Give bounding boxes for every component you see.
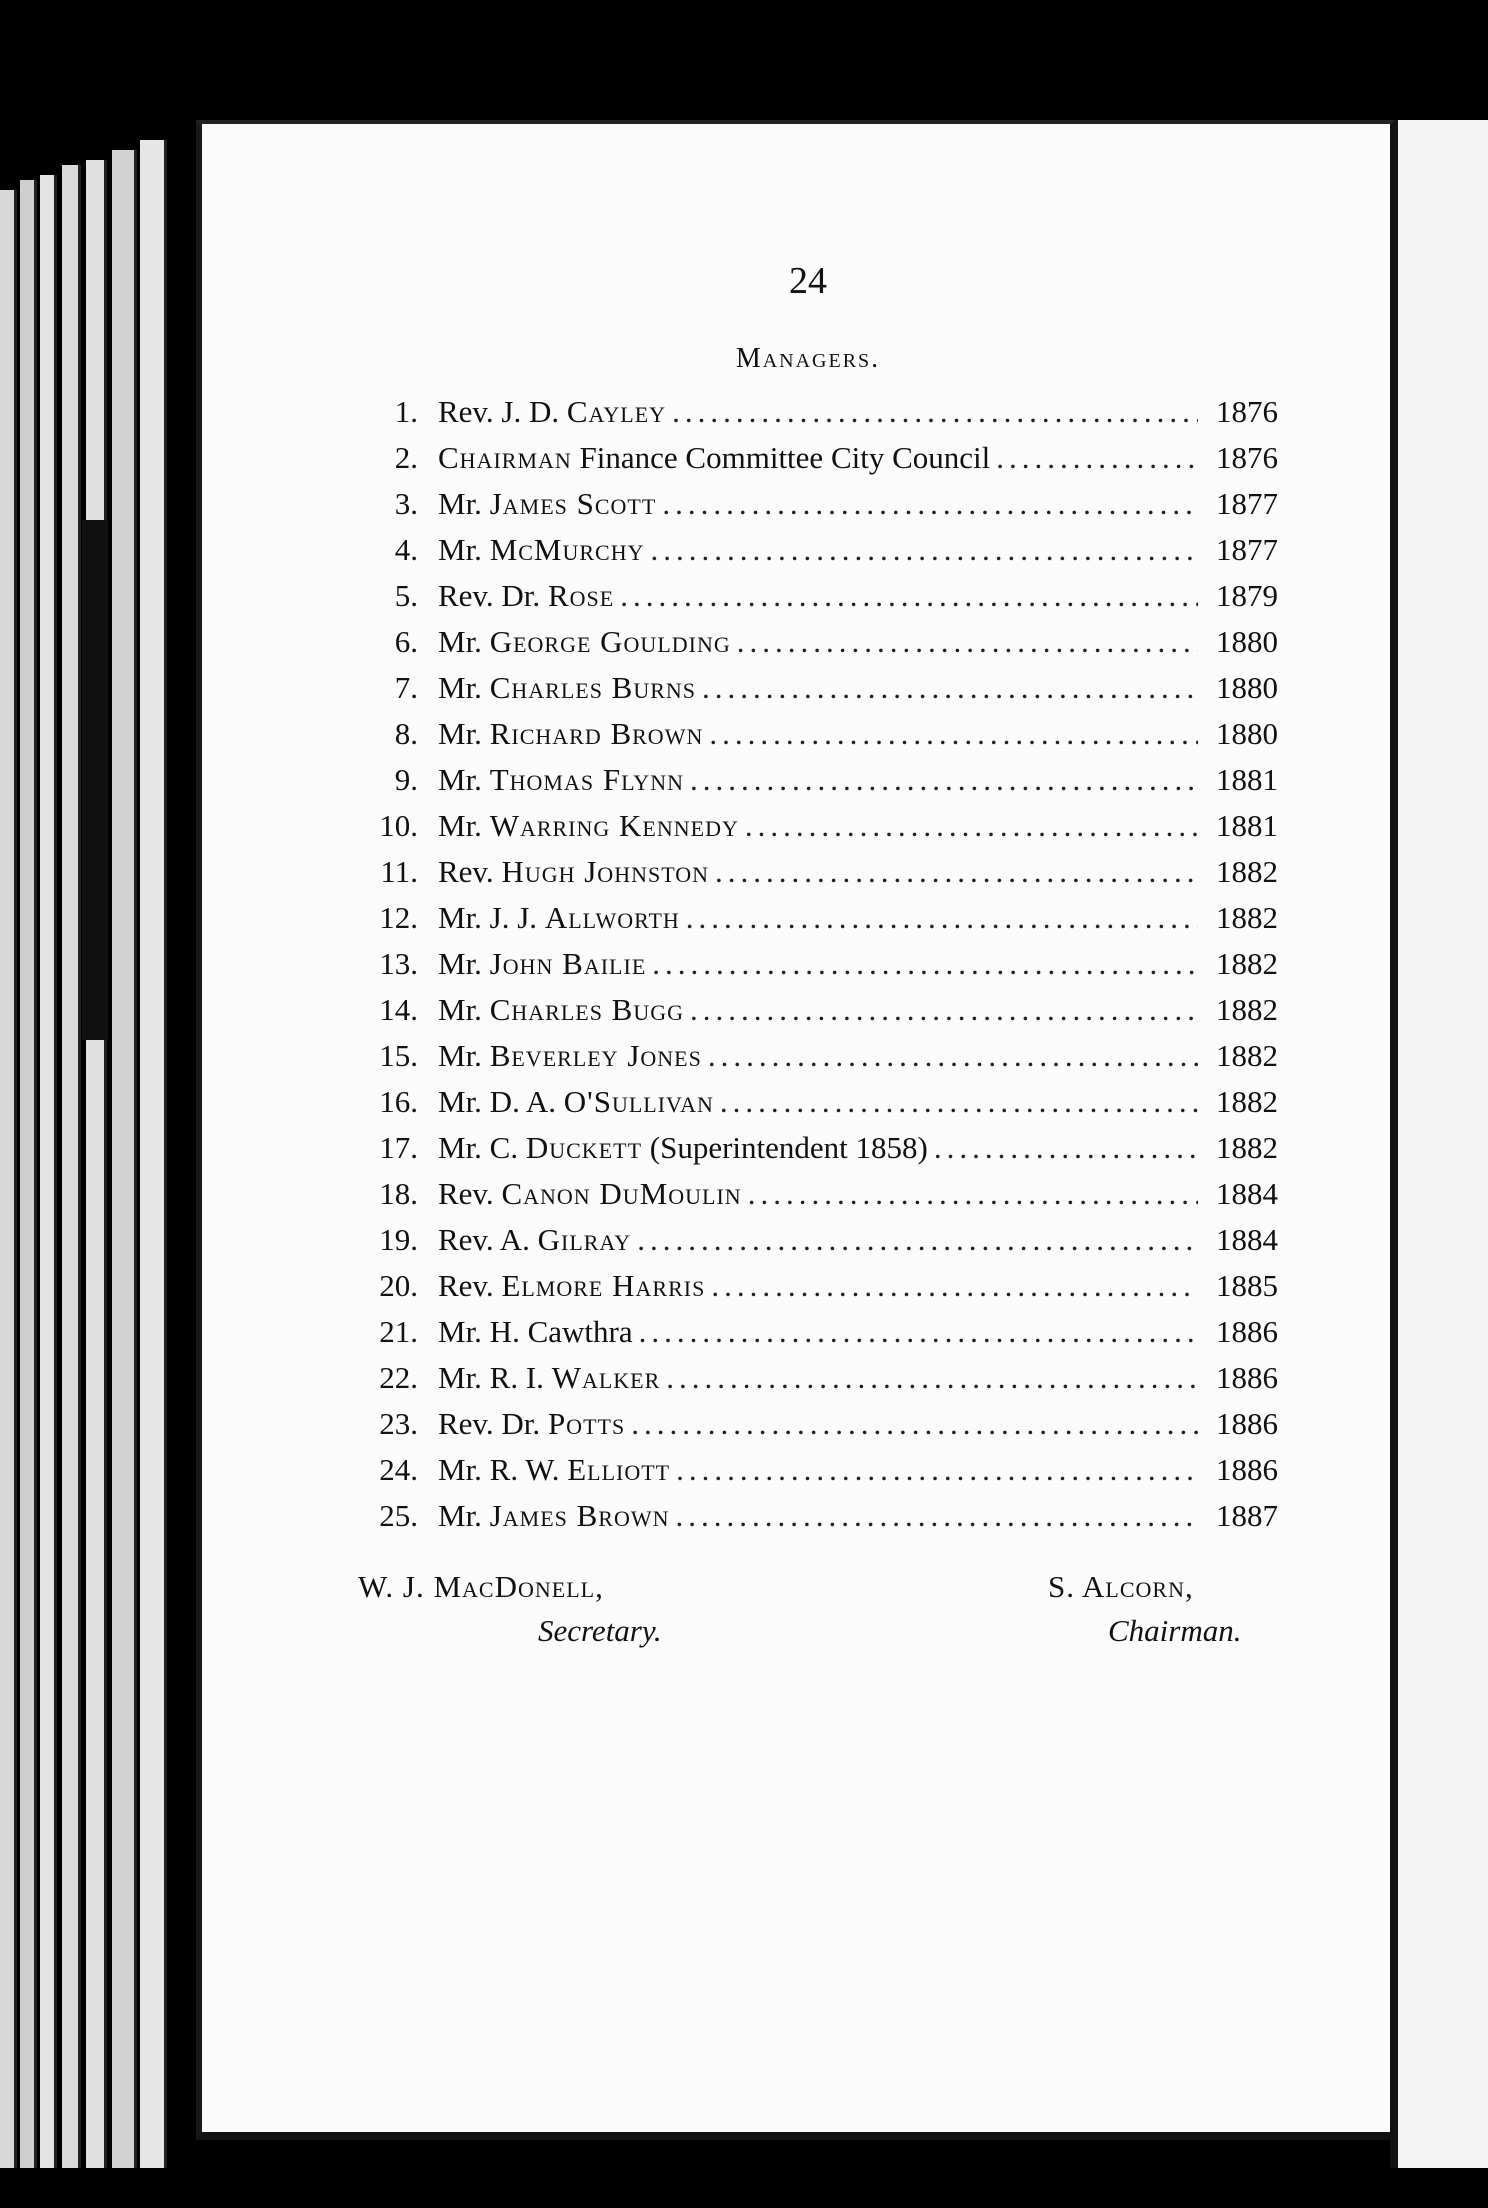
manager-row (358, 1355, 1278, 1401)
dot-leader (731, 619, 1198, 665)
manager-number: 20. (379, 1268, 418, 1303)
binding-shadow (82, 520, 108, 1040)
manager-year: 1887 (1216, 1498, 1278, 1533)
manager-title: Mr. C. (438, 1130, 526, 1165)
manager-name (438, 481, 656, 527)
manager-number: 9. (394, 762, 418, 797)
manager-title: Mr. (438, 992, 490, 1027)
manager-name (438, 1171, 742, 1217)
dot-leader (739, 803, 1198, 849)
manager-year: 1882 (1216, 854, 1278, 889)
manager-title: Mr. (438, 670, 490, 705)
manager-year: 1884 (1216, 1176, 1278, 1211)
secretary-name: W. J. MacDonell, (358, 1569, 604, 1604)
manager-number: 15. (379, 1038, 418, 1073)
manager-surname: Potts (547, 1406, 626, 1441)
manager-year: 1879 (1216, 578, 1278, 613)
signatures (358, 1565, 1278, 1675)
page-edge (40, 175, 57, 2168)
manager-title: Mr. H. Cawthra (438, 1314, 633, 1349)
manager-name (438, 849, 709, 895)
manager-name (438, 1309, 633, 1355)
manager-name (438, 757, 684, 803)
dot-leader (703, 711, 1198, 757)
manager-surname: John Bailie (489, 946, 647, 981)
dot-leader (990, 435, 1198, 481)
manager-year: 1885 (1216, 1268, 1278, 1303)
page-edge (0, 190, 17, 2168)
manager-surname: Duckett (525, 1130, 643, 1165)
page-edge (20, 180, 37, 2168)
manager-title: Mr. (438, 808, 490, 843)
dot-leader (670, 1447, 1198, 1493)
page-edge (62, 165, 81, 2168)
manager-number: 22. (379, 1360, 418, 1395)
manager-name (438, 1493, 670, 1539)
manager-number: 24. (379, 1452, 418, 1487)
manager-row (358, 849, 1278, 895)
manager-row (358, 895, 1278, 941)
manager-surname: McMurchy (489, 532, 645, 567)
manager-surname: Rose (547, 578, 615, 613)
manager-surname: Richard Brown (489, 716, 704, 751)
manager-title: Rev. (438, 854, 502, 889)
dot-leader (709, 849, 1198, 895)
manager-name (438, 527, 645, 573)
dot-leader (660, 1355, 1198, 1401)
manager-surname: Charles Burns (489, 670, 697, 705)
managers-list (358, 389, 1278, 1539)
manager-note: (Superintendent 1858) (642, 1130, 928, 1165)
dot-leader (633, 1309, 1198, 1355)
manager-row (358, 1493, 1278, 1539)
manager-row (358, 1033, 1278, 1079)
manager-surname: Cayley (566, 394, 667, 429)
manager-year: 1882 (1216, 1130, 1278, 1165)
manager-note: Finance Committee City Council (571, 440, 991, 475)
manager-name (438, 803, 739, 849)
dot-leader (614, 573, 1198, 619)
manager-year: 1880 (1216, 716, 1278, 751)
manager-name (438, 389, 666, 435)
manager-name (438, 1447, 670, 1493)
manager-number: 2. (394, 440, 418, 475)
manager-title: Mr. (438, 624, 490, 659)
manager-surname: Allworth (544, 900, 680, 935)
manager-number: 25. (379, 1498, 418, 1533)
manager-surname: Chairman (438, 440, 572, 475)
manager-number: 18. (379, 1176, 418, 1211)
manager-name (438, 1079, 714, 1125)
manager-year: 1882 (1216, 1038, 1278, 1073)
dot-leader (928, 1125, 1198, 1171)
manager-year: 1876 (1216, 394, 1278, 429)
manager-year: 1882 (1216, 1084, 1278, 1119)
manager-row (358, 1217, 1278, 1263)
manager-row (358, 435, 1278, 481)
manager-year: 1881 (1216, 762, 1278, 797)
manager-surname: Beverley Jones (489, 1038, 702, 1073)
manager-row (358, 1447, 1278, 1493)
manager-row (358, 389, 1278, 435)
manager-name (438, 1217, 631, 1263)
manager-name (438, 619, 731, 665)
dot-leader (631, 1217, 1198, 1263)
manager-surname: Gilray (537, 1222, 632, 1257)
manager-surname: Hugh Johnston (501, 854, 710, 889)
manager-row (358, 619, 1278, 665)
manager-number: 17. (379, 1130, 418, 1165)
manager-surname: George Goulding (489, 624, 731, 659)
manager-year: 1882 (1216, 992, 1278, 1027)
manager-number: 21. (379, 1314, 418, 1349)
manager-surname: Elliott (567, 1452, 671, 1487)
manager-title: Rev. A. (438, 1222, 538, 1257)
manager-number: 10. (379, 808, 418, 843)
page-number: 24 (789, 260, 827, 302)
manager-title: Mr. (438, 762, 490, 797)
dot-leader (702, 1033, 1198, 1079)
manager-name (438, 1033, 702, 1079)
manager-row (358, 1171, 1278, 1217)
manager-name (438, 895, 680, 941)
page-edge (140, 140, 167, 2168)
manager-title: Rev. Dr. (438, 578, 548, 613)
manager-row (358, 573, 1278, 619)
page-content (358, 259, 1358, 1675)
manager-number: 11. (380, 854, 418, 889)
manager-title: Mr. (438, 946, 490, 981)
manager-row (358, 987, 1278, 1033)
manager-row (358, 711, 1278, 757)
manager-number: 19. (379, 1222, 418, 1257)
dot-leader (742, 1171, 1198, 1217)
manager-number: 12. (379, 900, 418, 935)
manager-name (438, 987, 684, 1033)
manager-surname: Canon DuMoulin (501, 1176, 742, 1211)
manager-title: Rev. J. D. (438, 394, 567, 429)
dot-leader (670, 1493, 1198, 1539)
dot-leader (646, 941, 1198, 987)
dot-leader (666, 389, 1198, 435)
manager-surname: Thomas Flynn (489, 762, 684, 797)
manager-row (358, 1079, 1278, 1125)
manager-surname: Charles Bugg (489, 992, 685, 1027)
manager-title: Mr. R. I. (438, 1360, 552, 1395)
manager-year: 1884 (1216, 1222, 1278, 1257)
manager-number: 23. (379, 1406, 418, 1441)
manager-title: Mr. (438, 1498, 490, 1533)
dot-leader (625, 1401, 1198, 1447)
manager-year: 1876 (1216, 440, 1278, 475)
page-heading: Managers. (735, 343, 881, 374)
manager-name (438, 711, 703, 757)
manager-number: 4. (394, 532, 418, 567)
manager-name (438, 941, 646, 987)
manager-number: 14. (379, 992, 418, 1027)
manager-name (438, 1355, 660, 1401)
manager-surname: James Scott (489, 486, 657, 521)
manager-surname: Elmore Harris (501, 1268, 706, 1303)
manager-title: Rev. Dr. (438, 1406, 548, 1441)
manager-surname: Walker (551, 1360, 661, 1395)
dot-leader (684, 757, 1198, 803)
manager-row (358, 1263, 1278, 1309)
manager-year: 1877 (1216, 486, 1278, 521)
manager-year: 1882 (1216, 900, 1278, 935)
manager-title: Rev. (438, 1176, 502, 1211)
manager-row (358, 757, 1278, 803)
secretary-role: Secretary. (538, 1613, 662, 1648)
manager-name (438, 665, 696, 711)
manager-surname: O'Sullivan (563, 1084, 714, 1119)
manager-title: Mr. R. W. (438, 1452, 568, 1487)
manager-year: 1877 (1216, 532, 1278, 567)
facing-page-edge (1390, 120, 1488, 2168)
book-page (196, 120, 1396, 2140)
manager-surname: James Brown (489, 1498, 670, 1533)
manager-row (358, 527, 1278, 573)
dot-leader (684, 987, 1198, 1033)
dot-leader (714, 1079, 1198, 1125)
manager-number: 5. (394, 578, 418, 613)
manager-title: Mr. D. A. (438, 1084, 564, 1119)
dot-leader (705, 1263, 1198, 1309)
manager-year: 1886 (1216, 1360, 1278, 1395)
manager-title: Mr. J. J. (438, 900, 545, 935)
manager-title: Mr. (438, 486, 490, 521)
chairman-role: Chairman. (1108, 1613, 1242, 1648)
dot-leader (645, 527, 1199, 573)
manager-year: 1886 (1216, 1452, 1278, 1487)
manager-name (438, 573, 614, 619)
manager-year: 1882 (1216, 946, 1278, 981)
manager-year: 1886 (1216, 1314, 1278, 1349)
dot-leader (680, 895, 1198, 941)
manager-number: 8. (394, 716, 418, 751)
manager-row (358, 1401, 1278, 1447)
manager-number: 13. (379, 946, 418, 981)
manager-name (438, 1125, 928, 1171)
manager-title: Mr. (438, 532, 490, 567)
chairman-name: S. Alcorn, (1048, 1569, 1194, 1604)
manager-year: 1880 (1216, 624, 1278, 659)
manager-title: Mr. (438, 1038, 490, 1073)
manager-title: Mr. (438, 716, 490, 751)
manager-year: 1880 (1216, 670, 1278, 705)
page-edge (112, 150, 137, 2168)
manager-row (358, 665, 1278, 711)
manager-year: 1881 (1216, 808, 1278, 843)
manager-number: 7. (394, 670, 418, 705)
chairman-signature (1048, 1565, 1242, 1653)
manager-row (358, 803, 1278, 849)
manager-name (438, 1401, 625, 1447)
manager-name (438, 435, 990, 481)
dot-leader (696, 665, 1198, 711)
secretary-signature (358, 1565, 662, 1653)
dot-leader (656, 481, 1198, 527)
page-edge (86, 160, 107, 2168)
manager-number: 16. (379, 1084, 418, 1119)
manager-row (358, 941, 1278, 987)
manager-number: 6. (394, 624, 418, 659)
manager-row (358, 1309, 1278, 1355)
manager-row (358, 481, 1278, 527)
manager-name (438, 1263, 705, 1309)
manager-number: 1. (394, 394, 418, 429)
manager-surname: Warring Kennedy (489, 808, 739, 843)
manager-number: 3. (394, 486, 418, 521)
manager-title: Rev. (438, 1268, 502, 1303)
manager-year: 1886 (1216, 1406, 1278, 1441)
manager-row (358, 1125, 1278, 1171)
